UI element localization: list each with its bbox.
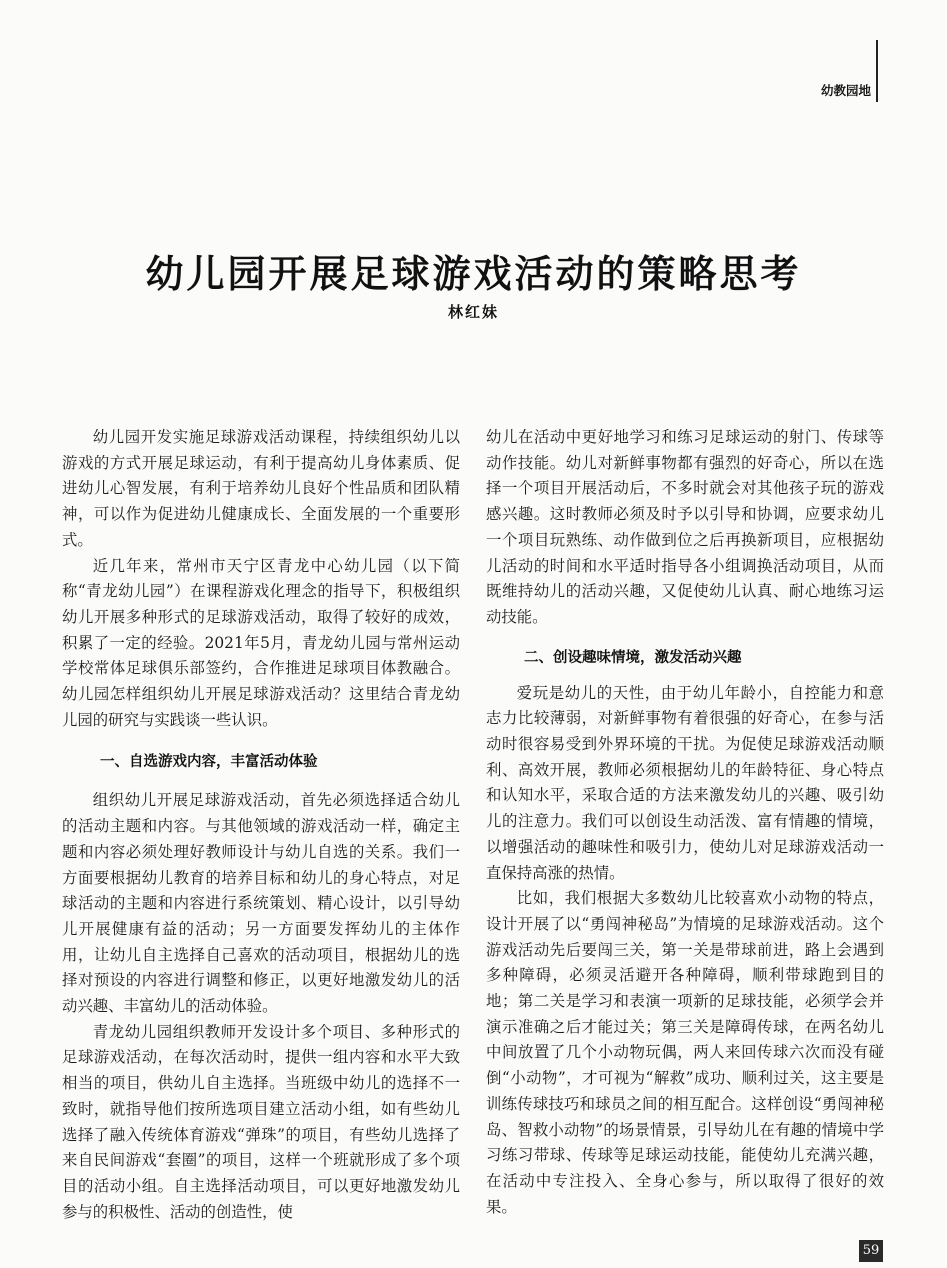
- article-title: 幼儿园开展足球游戏活动的策略思考: [145, 252, 802, 297]
- article-author: 林红妹: [447, 303, 499, 321]
- paragraph: 近几年来，常州市天宁区青龙中心幼儿园（以下简称“青龙幼儿园”）在课程游戏化理念的指导下，积极组织幼儿开展多种形式的足球游戏活动，取得了较好的成效，积累了一定的经验。2021年5月，青龙幼儿园与常州运动学校常体足球俱乐部签约，合作推进足球项目体教融合。幼儿园怎样组织幼儿开展足球游戏活动？这里结合青龙幼儿园的研究与实践谈一些认识。: [62, 556, 460, 729]
- section-heading: 一、自选游戏内容，丰富活动体验: [100, 754, 318, 771]
- header-rule: [876, 40, 878, 102]
- section-heading: 二、创设趣味情境，激发活动兴趣: [524, 649, 742, 666]
- right-column: [486, 425, 884, 1220]
- paragraph: 比如，我们根据大多数幼儿比较喜欢小动物的特点，设计开展了以“勇闯神秘岛”为情境的足球游戏活动。这个游戏活动先后要闯三关，第一关是带球前进，路上会遇到多种障碍，必须灵活避开各种障碍，顺利带球跑到目的地；第二关是学习和表演一项新的足球技能，必须学会并演示准确之后才能过关；第三关是障碍传球，在两名幼儿中间放置了几个小动物玩偶，两人来回传球六次而没有碰倒“小动物”，才可视为“解救”成功、顺利过关，这主要是训练传球技巧和球员之间的相互配合。这样创设“勇闯神秘岛、智救小动物”的场景情景，引导幼儿在有趣的情境中学习练习带球、传球等足球运动技能，能使幼儿充满兴趣，在活动中专注投入、全身心参与，所以取得了很好的效果。: [486, 889, 884, 1216]
- paragraph: 组织幼儿开展足球游戏活动，首先必须选择适合幼儿的活动主题和内容。与其他领域的游戏活动一样，确定主题和内容必须处理好教师设计与幼儿自选的关系。我们一方面要根据幼儿教育的培养目标和幼儿的身心特点，对足球活动的主题和内容进行系统策划、精心设计，以引导幼儿开展健康有益的活动；另一方面要发挥幼儿的主体作用，让幼儿自主选择自己喜欢的活动项目，根据幼儿的选择对预设的内容进行调整和修正，以更好地激发幼儿的活动兴趣、丰富幼儿的活动体验。: [62, 791, 460, 1016]
- section-label: 幼教园地: [820, 83, 871, 98]
- paragraph: 幼儿园开发实施足球游戏活动课程，持续组织幼儿以游戏的方式开展足球运动，有利于提高幼儿身体素质、促进幼儿心智发展，有利于培养幼儿良好个性品质和团队精神，可以作为促进幼儿健康成长、全面发展的一个重要形式。: [62, 428, 460, 549]
- left-column: [62, 425, 460, 1225]
- paragraph: 爱玩是幼儿的天性，由于幼儿年龄小，自控能力和意志力比较薄弱，对新鲜事物有着很强的好奇心，在参与活动时很容易受到外界环境的干扰。为促使足球游戏活动顺利、高效开展，教师必须根据幼儿的年龄特征、身心特点和认知水平，采取合适的方法来激发幼儿的兴趣、吸引幼儿的注意力。我们可以创设生动活泼、富有情趣的情境，以增强活动的趣味性和吸引力，使幼儿对足球游戏活动一直保持高涨的热情。: [486, 683, 884, 882]
- paragraph: 幼儿在活动中更好地学习和练习足球运动的射门、传球等动作技能。幼儿对新鲜事物都有强烈的好奇心，所以在选择一个项目开展活动后，不多时就会对其他孩子玩的游戏感兴趣。这时教师必须及时予以引导和协调，应要求幼儿一个项目玩熟练、动作做到位之后再换新项目，应根据幼儿活动的时间和水平适时指导各小组调换活动项目，从而既维持幼儿的活动兴趣，又促使幼儿认真、耐心地练习运动技能。: [486, 428, 884, 626]
- page-number: 59: [859, 1240, 883, 1262]
- paragraph: 青龙幼儿园组织教师开发设计多个项目、多种形式的足球游戏活动，在每次活动时，提供一组内容和水平大致相当的项目，供幼儿自主选择。当班级中幼儿的选择不一致时，就指导他们按所选项目建立活动小组，如有些幼儿选择了融入传统体育游戏“弹珠”的项目，有些幼儿选择了来自民间游戏“套圈”的项目，这样一个班就形成了多个项目的活动小组。自主选择活动项目，可以更好地激发幼儿参与的积极性、活动的创造性，使: [62, 1022, 460, 1221]
